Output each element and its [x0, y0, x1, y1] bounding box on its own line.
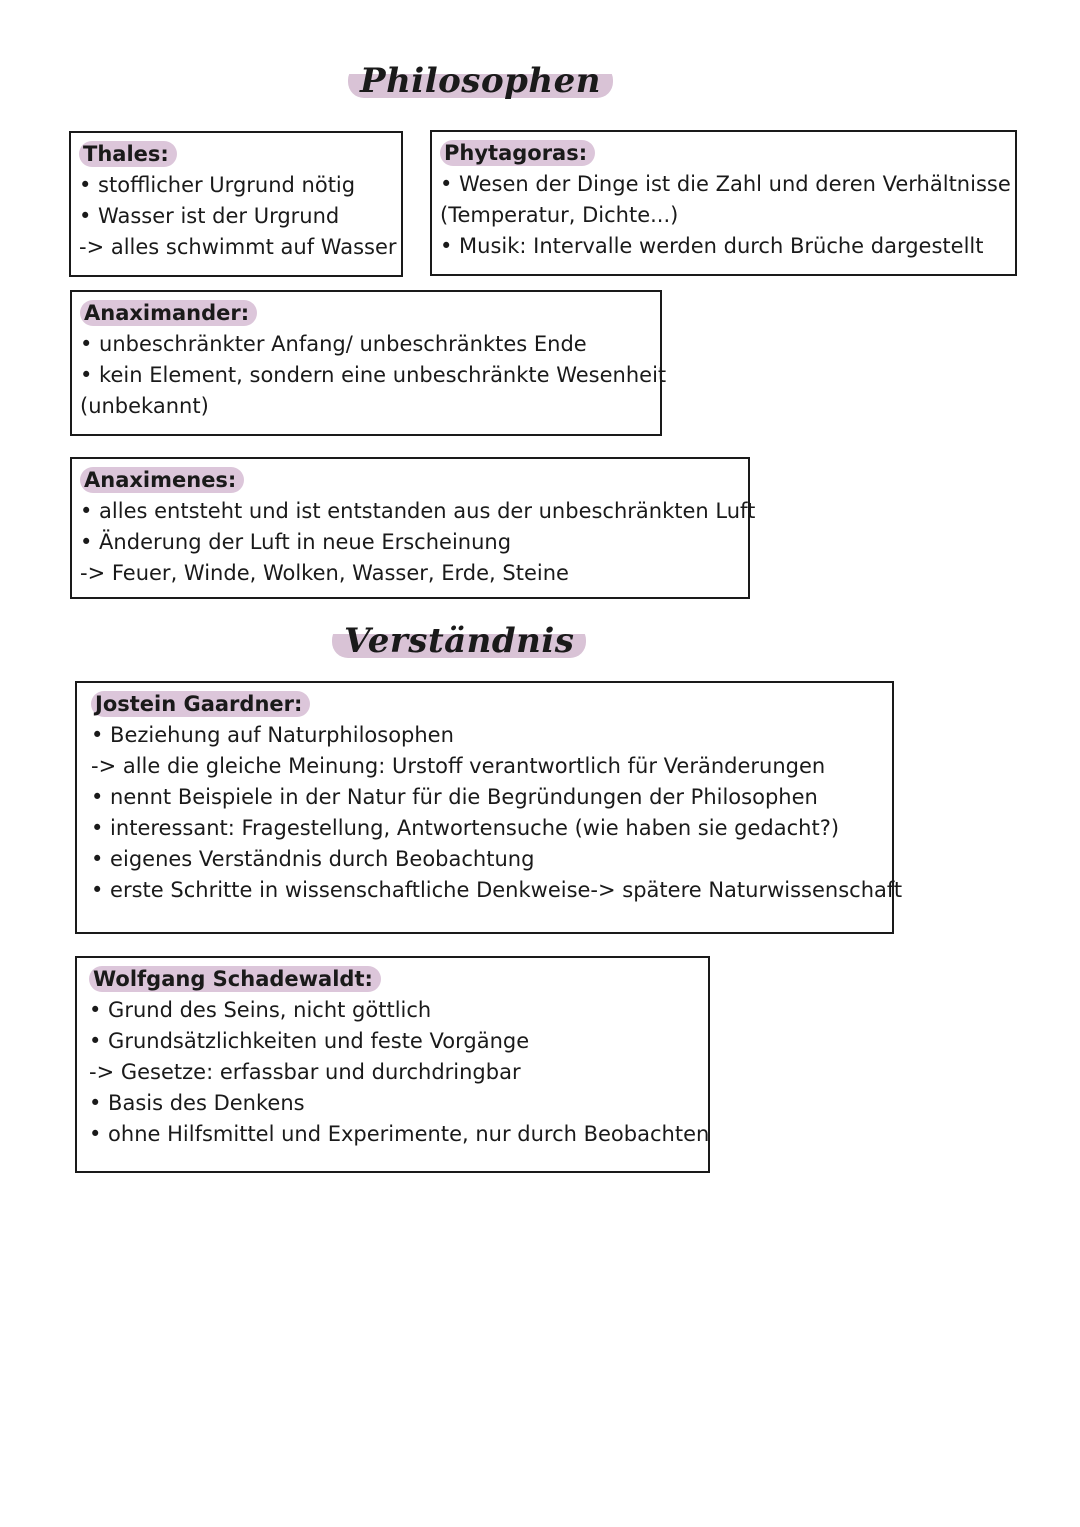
box-anaximander [70, 290, 667, 436]
box-line: -> Feuer, Winde, Wolken, Wasser, Erde, Steine [80, 561, 569, 585]
heading-philosophen: Philosophen [348, 64, 613, 98]
box-gaardner [75, 681, 903, 934]
box-line: • unbeschränkter Anfang/ unbeschränktes Ende [80, 332, 587, 356]
box-line: (unbekannt) [80, 394, 209, 418]
box-line: -> Gesetze: erfassbar und durchdringbar [89, 1060, 521, 1084]
box-line: • ohne Hilfsmittel und Experimente, nur durch Beobachten [89, 1122, 710, 1146]
box-line: (Temperatur, Dichte...) [440, 203, 679, 227]
box-line: • Grundsätzlichkeiten und feste Vorgänge [89, 1029, 530, 1053]
box-line: • erste Schritte in wissenschaftliche Denkweise-> spätere Naturwissenschaft [91, 878, 903, 902]
box-line: -> alles schwimmt auf Wasser [79, 235, 397, 259]
box-line: • Änderung der Luft in neue Erscheinung [80, 530, 512, 554]
box-phytagoras [430, 130, 1017, 276]
heading-verstaendnis: Verständnis [332, 624, 586, 658]
box-line: • alles entsteht und ist entstanden aus der unbeschränkten Luft [80, 499, 756, 523]
box-thales [69, 131, 403, 277]
box-title: Thales: [79, 141, 177, 167]
box-line: • eigenes Verständnis durch Beobachtung [91, 847, 535, 871]
box-title: Wolfgang Schadewaldt: [89, 966, 381, 992]
box-line: • Grund des Seins, nicht göttlich [89, 998, 432, 1022]
box-line: • Wasser ist der Urgrund [79, 204, 340, 228]
box-title: Anaximander: [80, 300, 257, 326]
box-line: • Musik: Intervalle werden durch Brüche dargestellt [440, 234, 984, 258]
box-schadewaldt [75, 956, 710, 1173]
box-line: • Beziehung auf Naturphilosophen [91, 723, 454, 747]
box-line: • Basis des Denkens [89, 1091, 305, 1115]
box-title: Anaximenes: [80, 467, 244, 493]
box-line: • nennt Beispiele in der Natur für die Begründungen der Philosophen [91, 785, 818, 809]
box-title: Phytagoras: [440, 140, 595, 166]
box-line: • kein Element, sondern eine unbeschränkte Wesenheit [80, 363, 667, 387]
box-line: • interessant: Fragestellung, Antwortensuche (wie haben sie gedacht?) [91, 816, 840, 840]
box-line: • Wesen der Dinge ist die Zahl und deren Verhältnisse [440, 172, 1011, 196]
box-anaximenes [70, 457, 756, 599]
box-line: -> alle die gleiche Meinung: Urstoff verantwortlich für Veränderungen [91, 754, 826, 778]
box-title: Jostein Gaardner: [91, 691, 310, 717]
box-line: • stofflicher Urgrund nötig [79, 173, 356, 197]
